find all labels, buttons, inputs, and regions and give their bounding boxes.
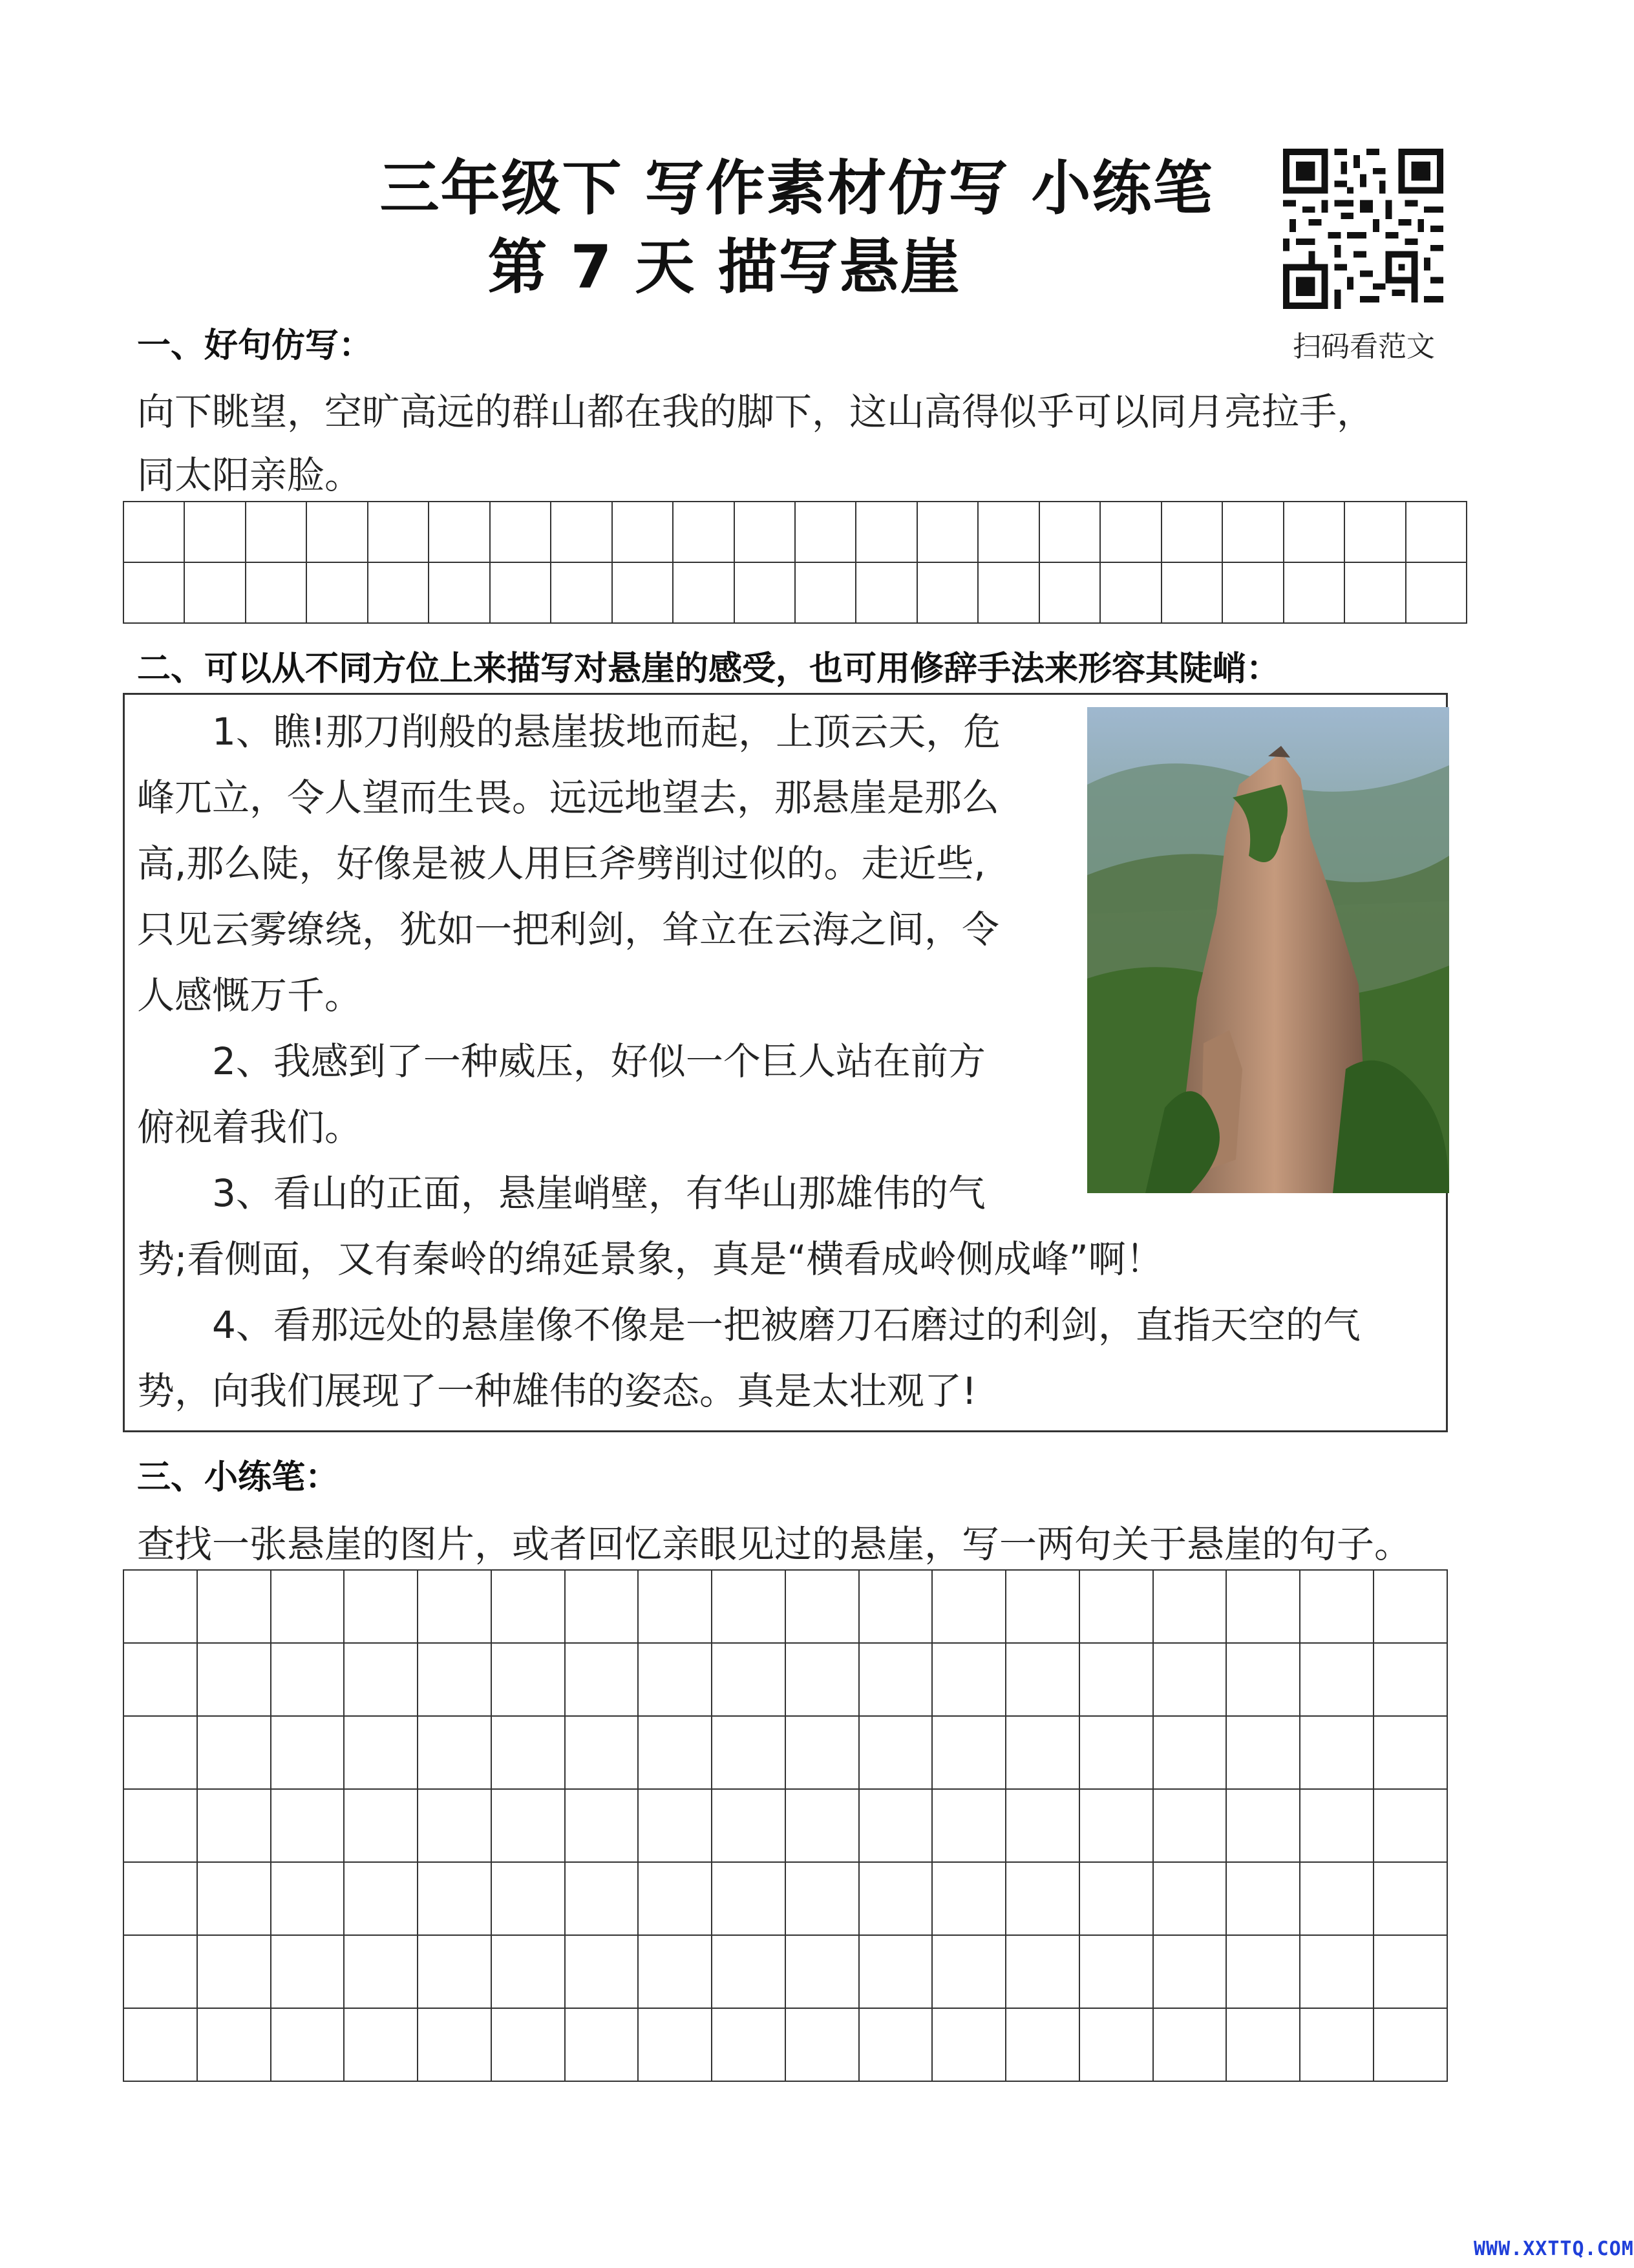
grid-cell[interactable]: [1006, 1789, 1079, 1862]
grid-cell[interactable]: [712, 1935, 785, 2008]
grid-cell[interactable]: [1100, 502, 1161, 562]
grid-cell[interactable]: [565, 2008, 639, 2081]
grid-cell[interactable]: [1153, 1716, 1227, 1789]
grid-cell[interactable]: [123, 1789, 197, 1862]
grid-row: [123, 1789, 1447, 1862]
grid-cell[interactable]: [932, 1643, 1006, 1716]
grid-cell[interactable]: [1226, 1935, 1300, 2008]
grid-cell[interactable]: [1079, 1570, 1153, 1643]
grid-cell[interactable]: [1153, 1862, 1227, 1935]
grid-cell[interactable]: [612, 562, 673, 623]
grid-cell[interactable]: [344, 1570, 418, 1643]
section3-heading: 三、小练笔：: [137, 1458, 339, 1497]
grid-cell[interactable]: [859, 1789, 933, 1862]
grid-cell[interactable]: [1374, 1643, 1447, 1716]
grid-cell[interactable]: [344, 1935, 418, 2008]
grid-cell[interactable]: [1006, 1862, 1079, 1935]
example-line: 峰兀立，令人望而生畏。远远地望去，那悬崖是那么: [137, 776, 1000, 820]
grid-cell[interactable]: [638, 1935, 712, 2008]
grid-cell[interactable]: [491, 1935, 565, 2008]
grid-cell[interactable]: [1079, 1643, 1153, 1716]
grid-cell[interactable]: [551, 502, 611, 562]
grid-cell[interactable]: [344, 1862, 418, 1935]
grid-cell[interactable]: [1226, 1789, 1300, 1862]
grid-cell[interactable]: [1374, 2008, 1447, 2081]
grid-cell[interactable]: [551, 562, 611, 623]
grid-cell[interactable]: [565, 1570, 639, 1643]
grid-cell[interactable]: [429, 562, 489, 623]
grid-cell[interactable]: [246, 562, 306, 623]
grid-cell[interactable]: [1039, 502, 1100, 562]
grid-cell[interactable]: [785, 2008, 859, 2081]
example-line: 1、瞧!那刀削般的悬崖拔地而起，上顶云天，危: [137, 710, 1001, 754]
grid-cell[interactable]: [418, 1716, 491, 1789]
grid-cell[interactable]: [1079, 1862, 1153, 1935]
grid-cell[interactable]: [1079, 1935, 1153, 2008]
grid-cell[interactable]: [859, 1716, 933, 1789]
grid-cell[interactable]: [123, 1935, 197, 2008]
section1-heading: 一、好句仿写：: [137, 326, 373, 365]
grid-cell[interactable]: [123, 1716, 197, 1789]
grid-cell[interactable]: [1406, 562, 1467, 623]
grid-cell[interactable]: [418, 2008, 491, 2081]
grid-cell[interactable]: [344, 2008, 418, 2081]
grid-cell[interactable]: [638, 1570, 712, 1643]
grid-cell[interactable]: [917, 502, 978, 562]
grid-cell[interactable]: [1006, 1570, 1079, 1643]
grid-cell[interactable]: [491, 1862, 565, 1935]
grid-cell[interactable]: [1374, 1862, 1447, 1935]
example-line: 俯视着我们。: [137, 1105, 363, 1149]
example-line: 2、我感到了一种威压，好似一个巨人站在前方: [137, 1039, 986, 1083]
grid-cell[interactable]: [1079, 1716, 1153, 1789]
writing-grid-practice[interactable]: [123, 501, 1467, 624]
grid-cell[interactable]: [490, 502, 551, 562]
grid-cell[interactable]: [638, 1643, 712, 1716]
grid-cell[interactable]: [418, 1935, 491, 2008]
grid-cell[interactable]: [785, 1716, 859, 1789]
grid-cell[interactable]: [734, 502, 795, 562]
grid-row: [123, 1643, 1447, 1716]
grid-cell[interactable]: [712, 1716, 785, 1789]
example-line: 3、看山的正面，悬崖峭壁，有华山那雄伟的气: [137, 1171, 986, 1215]
grid-cell[interactable]: [418, 1570, 491, 1643]
grid-cell[interactable]: [1222, 502, 1283, 562]
model-sentence-line1: 向下眺望，空旷高远的群山都在我的脚下，这山高得似乎可以同月亮拉手，: [137, 390, 1375, 434]
grid-cell[interactable]: [785, 1862, 859, 1935]
grid-cell[interactable]: [712, 1789, 785, 1862]
grid-cell[interactable]: [418, 1643, 491, 1716]
grid-cell[interactable]: [184, 502, 245, 562]
grid-cell[interactable]: [418, 1862, 491, 1935]
grid-cell[interactable]: [1153, 1935, 1227, 2008]
grid-cell[interactable]: [856, 562, 917, 623]
grid-row: [123, 2008, 1447, 2081]
grid-cell[interactable]: [306, 502, 367, 562]
grid-cell[interactable]: [306, 562, 367, 623]
grid-cell[interactable]: [612, 502, 673, 562]
grid-cell[interactable]: [638, 1789, 712, 1862]
grid-cell[interactable]: [1153, 1789, 1227, 1862]
grid-cell[interactable]: [197, 1716, 271, 1789]
grid-cell[interactable]: [978, 562, 1039, 623]
grid-cell[interactable]: [1079, 2008, 1153, 2081]
grid-cell[interactable]: [785, 1935, 859, 2008]
worksheet-title: 三年级下 写作素材仿写 小练笔: [379, 154, 1214, 223]
grid-cell[interactable]: [795, 562, 856, 623]
grid-cell[interactable]: [491, 1570, 565, 1643]
grid-cell[interactable]: [932, 1862, 1006, 1935]
grid-cell[interactable]: [785, 1643, 859, 1716]
grid-cell[interactable]: [197, 1935, 271, 2008]
grid-cell[interactable]: [859, 2008, 933, 2081]
grid-cell[interactable]: [1300, 1935, 1374, 2008]
grid-cell[interactable]: [734, 562, 795, 623]
grid-cell[interactable]: [1374, 1716, 1447, 1789]
grid-cell[interactable]: [932, 2008, 1006, 2081]
grid-cell[interactable]: [1006, 1935, 1079, 2008]
grid-cell[interactable]: [859, 1643, 933, 1716]
grid-cell[interactable]: [271, 1862, 345, 1935]
example-line: 人感慨万千。: [137, 973, 363, 1017]
grid-cell[interactable]: [978, 502, 1039, 562]
example-line: 势;看侧面，又有秦岭的绵延景象，真是“横看成岭侧成峰”啊！: [137, 1237, 1163, 1281]
grid-cell[interactable]: [1226, 1862, 1300, 1935]
grid-cell[interactable]: [712, 1862, 785, 1935]
grid-cell[interactable]: [1226, 2008, 1300, 2081]
grid-row: [123, 1716, 1447, 1789]
grid-cell[interactable]: [1406, 502, 1467, 562]
grid-cell[interactable]: [638, 1862, 712, 1935]
grid-cell[interactable]: [1300, 2008, 1374, 2081]
grid-cell[interactable]: [932, 1716, 1006, 1789]
grid-cell[interactable]: [638, 2008, 712, 2081]
grid-cell[interactable]: [1374, 1570, 1447, 1643]
grid-cell[interactable]: [197, 2008, 271, 2081]
grid-cell[interactable]: [565, 1935, 639, 2008]
grid-row: [123, 502, 1467, 562]
grid-row: [123, 562, 1467, 623]
grid-cell[interactable]: [638, 1716, 712, 1789]
grid-cell[interactable]: [197, 1643, 271, 1716]
grid-cell[interactable]: [491, 1643, 565, 1716]
example-line: 势，向我们展现了一种雄伟的姿态。真是太壮观了!: [137, 1369, 977, 1413]
grid-cell[interactable]: [1039, 562, 1100, 623]
grid-cell[interactable]: [271, 2008, 345, 2081]
grid-cell[interactable]: [1344, 562, 1405, 623]
grid-cell[interactable]: [1162, 562, 1222, 623]
grid-cell[interactable]: [1100, 562, 1161, 623]
grid-cell[interactable]: [418, 1789, 491, 1862]
grid-cell[interactable]: [1344, 502, 1405, 562]
grid-cell[interactable]: [1300, 1789, 1374, 1862]
grid-cell[interactable]: [197, 1570, 271, 1643]
grid-cell[interactable]: [1226, 1570, 1300, 1643]
grid-row: [123, 1570, 1447, 1643]
grid-cell[interactable]: [1153, 1570, 1227, 1643]
grid-cell[interactable]: [271, 1935, 345, 2008]
worksheet-subtitle: 第 7 天 描写悬崖: [487, 233, 961, 302]
grid-cell[interactable]: [712, 2008, 785, 2081]
example-line: 只见云雾缭绕，犹如一把利剑，耸立在云海之间，令: [137, 907, 1000, 951]
model-sentence-line2: 同太阳亲脸。: [137, 453, 363, 497]
grid-cell[interactable]: [271, 1570, 345, 1643]
grid-cell[interactable]: [491, 2008, 565, 2081]
grid-cell[interactable]: [197, 1789, 271, 1862]
grid-cell[interactable]: [1300, 1716, 1374, 1789]
example-line: 4、看那远处的悬崖像不像是一把被磨刀石磨过的利剑，直指天空的气: [137, 1303, 1361, 1347]
grid-cell[interactable]: [859, 1862, 933, 1935]
grid-cell[interactable]: [429, 502, 489, 562]
grid-cell[interactable]: [1079, 1789, 1153, 1862]
grid-cell[interactable]: [795, 502, 856, 562]
grid-cell[interactable]: [271, 1789, 345, 1862]
grid-cell[interactable]: [1300, 1862, 1374, 1935]
grid-cell[interactable]: [123, 562, 184, 623]
grid-cell[interactable]: [932, 1570, 1006, 1643]
grid-cell[interactable]: [1300, 1643, 1374, 1716]
grid-cell[interactable]: [673, 562, 734, 623]
grid-cell[interactable]: [491, 1789, 565, 1862]
grid-cell[interactable]: [1006, 2008, 1079, 2081]
grid-cell[interactable]: [368, 562, 429, 623]
grid-cell[interactable]: [1226, 1716, 1300, 1789]
grid-cell[interactable]: [1006, 1643, 1079, 1716]
grid-cell[interactable]: [1374, 1935, 1447, 2008]
grid-cell[interactable]: [859, 1935, 933, 2008]
grid-row: [123, 1935, 1447, 2008]
grid-cell[interactable]: [344, 1789, 418, 1862]
grid-cell[interactable]: [123, 1570, 197, 1643]
grid-cell[interactable]: [123, 1862, 197, 1935]
grid-cell[interactable]: [1226, 1643, 1300, 1716]
grid-cell[interactable]: [1374, 1789, 1447, 1862]
grid-cell[interactable]: [1162, 502, 1222, 562]
grid-cell[interactable]: [932, 1789, 1006, 1862]
grid-cell[interactable]: [1284, 562, 1344, 623]
grid-cell[interactable]: [917, 562, 978, 623]
grid-cell[interactable]: [565, 1716, 639, 1789]
qr-code-icon: [1283, 149, 1443, 309]
grid-cell[interactable]: [859, 1570, 933, 1643]
qr-caption: 扫码看范文: [1293, 330, 1435, 363]
grid-cell[interactable]: [246, 502, 306, 562]
grid-cell[interactable]: [932, 1935, 1006, 2008]
grid-cell[interactable]: [673, 502, 734, 562]
grid-cell[interactable]: [271, 1643, 345, 1716]
grid-cell[interactable]: [184, 562, 245, 623]
grid-cell[interactable]: [712, 1570, 785, 1643]
grid-cell[interactable]: [1153, 1643, 1227, 1716]
example-line: 高,那么陡，好像是被人用巨斧劈削过似的。走近些,: [137, 842, 986, 885]
grid-cell[interactable]: [1300, 1570, 1374, 1643]
grid-cell[interactable]: [565, 1789, 639, 1862]
grid-cell[interactable]: [565, 1862, 639, 1935]
grid-row: [123, 1862, 1447, 1935]
writing-grid-exercise[interactable]: [123, 1569, 1448, 2082]
cliff-photo: [1087, 707, 1449, 1193]
grid-cell[interactable]: [344, 1716, 418, 1789]
grid-cell[interactable]: [123, 2008, 197, 2081]
grid-cell[interactable]: [785, 1570, 859, 1643]
grid-cell[interactable]: [1222, 562, 1283, 623]
grid-cell[interactable]: [565, 1643, 639, 1716]
grid-cell[interactable]: [712, 1643, 785, 1716]
grid-cell[interactable]: [1006, 1716, 1079, 1789]
grid-cell[interactable]: [856, 502, 917, 562]
grid-cell[interactable]: [1153, 2008, 1227, 2081]
grid-cell[interactable]: [344, 1643, 418, 1716]
grid-cell[interactable]: [491, 1716, 565, 1789]
grid-cell[interactable]: [1284, 502, 1344, 562]
grid-cell[interactable]: [197, 1862, 271, 1935]
grid-cell[interactable]: [271, 1716, 345, 1789]
site-watermark: WWW.XXTTQ.COM: [1474, 2238, 1634, 2260]
grid-cell[interactable]: [123, 1643, 197, 1716]
exercise-prompt: 查找一张悬崖的图片，或者回忆亲眼见过的悬崖，写一两句关于悬崖的句子。: [137, 1522, 1412, 1566]
grid-cell[interactable]: [368, 502, 429, 562]
grid-cell[interactable]: [490, 562, 551, 623]
grid-cell[interactable]: [785, 1789, 859, 1862]
grid-cell[interactable]: [123, 502, 184, 562]
section2-heading: 二、可以从不同方位上来描写对悬崖的感受，也可用修辞手法来形容其陡峭：: [137, 650, 1280, 688]
